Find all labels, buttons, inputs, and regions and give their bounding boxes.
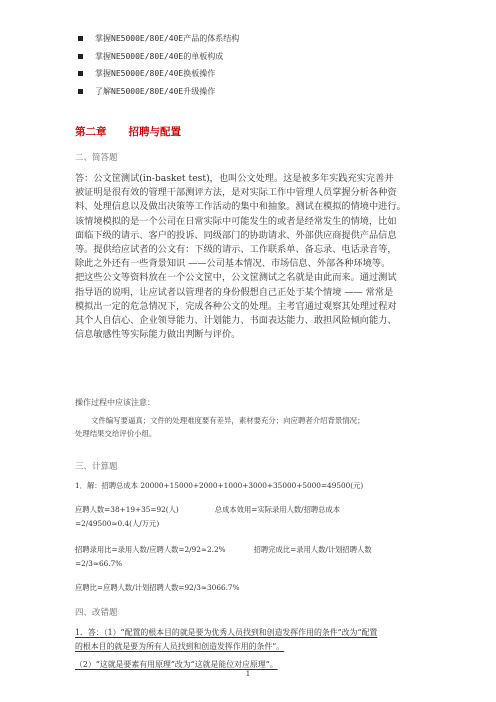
section-title: 三、计算题 — [75, 462, 118, 472]
section-title: 二、简答题 — [75, 153, 118, 163]
section-title: 四、改错题 — [75, 608, 118, 618]
text-line: 除此之外还有一些背景知识 ——公司基本情况、市场信息、外部各种环境等。 — [75, 258, 391, 270]
calc-line — [75, 505, 340, 515]
calc-line — [75, 545, 372, 555]
list-item — [78, 48, 418, 66]
correction-line: （2）“这就是要素有用原理”改为“这就是能位对应原理”。 — [75, 660, 278, 669]
list-item — [78, 83, 418, 101]
list-item-text: 掌握NE5000E/80E/40E产品的体系结构 — [95, 34, 240, 44]
calc-part: 总成本效用=实际录用人数/招聘总成本 — [214, 505, 341, 514]
list-item-text: 掌握NE5000E/80E/40E的单板构成 — [95, 51, 224, 61]
chapter-heading — [75, 124, 181, 139]
objective-list — [78, 30, 418, 100]
calc-part: 招聘完成比=录用人数/计划招聘人数 — [253, 545, 372, 554]
list-item-text: 掌握NE5000E/80E/40E换板操作 — [95, 69, 216, 79]
correction-line: 1．答：（1）“配置的根本目的就是要为优秀人员找到和创造发挥作用的条件”改为“配置 — [75, 628, 378, 637]
chapter-number: 第二章 — [75, 126, 107, 138]
text-line: 等。提供给应试者的公文有：下级的请示、工作联系单、备忘录、电话录音等， — [75, 244, 397, 256]
text-line: 答：公文筐测试(in-basket test)，也叫公文处理。这是被多年实践充实完善并 — [75, 173, 394, 184]
text-line: 把这些公文等资料放在一个公文筐中，公文筐测试之名就是由此而来。通过测试 — [75, 272, 397, 284]
calc-line: 应聘比=应聘人数/计划招聘人数=92/3≈3066.7% — [75, 583, 240, 592]
note-paragraph — [75, 414, 425, 440]
correction-line: 的根本目的就是要为所有人员找到和创造发挥作用的条件”。 — [75, 642, 285, 651]
text-line: 指导语的说明，让应试者以管理者的身份假想自己正处于某个情境 —— 常常是 — [75, 286, 394, 298]
note-title: 操作过程中应该注意： — [75, 398, 155, 407]
chapter-title: 招聘与配置 — [128, 126, 181, 138]
text-line: 面临下级的请示、客户的投诉、同级部门的协助请求、外部供应商提供产品信息 — [75, 229, 397, 241]
text-line: 被证明是很有效的管理干部测评方法，是对实际工作中管理人员掌握分析各种资 — [75, 187, 397, 199]
square-bullet-icon — [78, 54, 83, 59]
list-item-text: 了解NE5000E/80E/40E升级操作 — [95, 86, 216, 96]
square-bullet-icon — [78, 89, 83, 94]
square-bullet-icon — [78, 71, 83, 76]
list-item — [78, 65, 418, 83]
text-line: 模拟出一定的危急情况下，完成各种公文的处理。主考官通过观察其处理过程对 — [75, 300, 397, 312]
calc-line: 1．解：招聘总成本 20000+15000+2000+1000+3000+35000+5000=49500(元) — [75, 481, 364, 490]
text-line: 该情境模拟的是一个公司在日常实际中可能发生的或者是经常发生的情境，比如 — [75, 215, 397, 227]
text-line: 信息敏感性等实际能力做出判断与评价。 — [75, 329, 241, 341]
list-item — [78, 30, 418, 48]
text-line: 其个人自信心、企业领导能力、计划能力、书面表达能力、敢担风险倾向能力、 — [75, 315, 397, 327]
answer-paragraph — [75, 172, 425, 342]
text-line: 料、处理信息以及做出决策等工作活动的集中和抽象。测试在模拟的情境中进行。 — [75, 201, 406, 213]
calc-part: 招聘录用比=录用人数/应聘人数=2/92≈2.2% — [75, 545, 226, 554]
text-line: 文件编写要逼真；文件的处理难度要有差异，素材要充分；向应聘者介绍背景情况； — [91, 416, 365, 425]
square-bullet-icon — [78, 36, 83, 41]
text-line: 处理结果交给评价小组。 — [75, 429, 157, 438]
calc-part: 应聘人数=38+19+35=92(人) — [75, 505, 179, 514]
calc-line: =2/49500≈0.4(人/万元) — [75, 519, 160, 528]
page-number: 1 — [245, 670, 251, 678]
calc-line: =2/3≈66.7% — [75, 559, 123, 568]
